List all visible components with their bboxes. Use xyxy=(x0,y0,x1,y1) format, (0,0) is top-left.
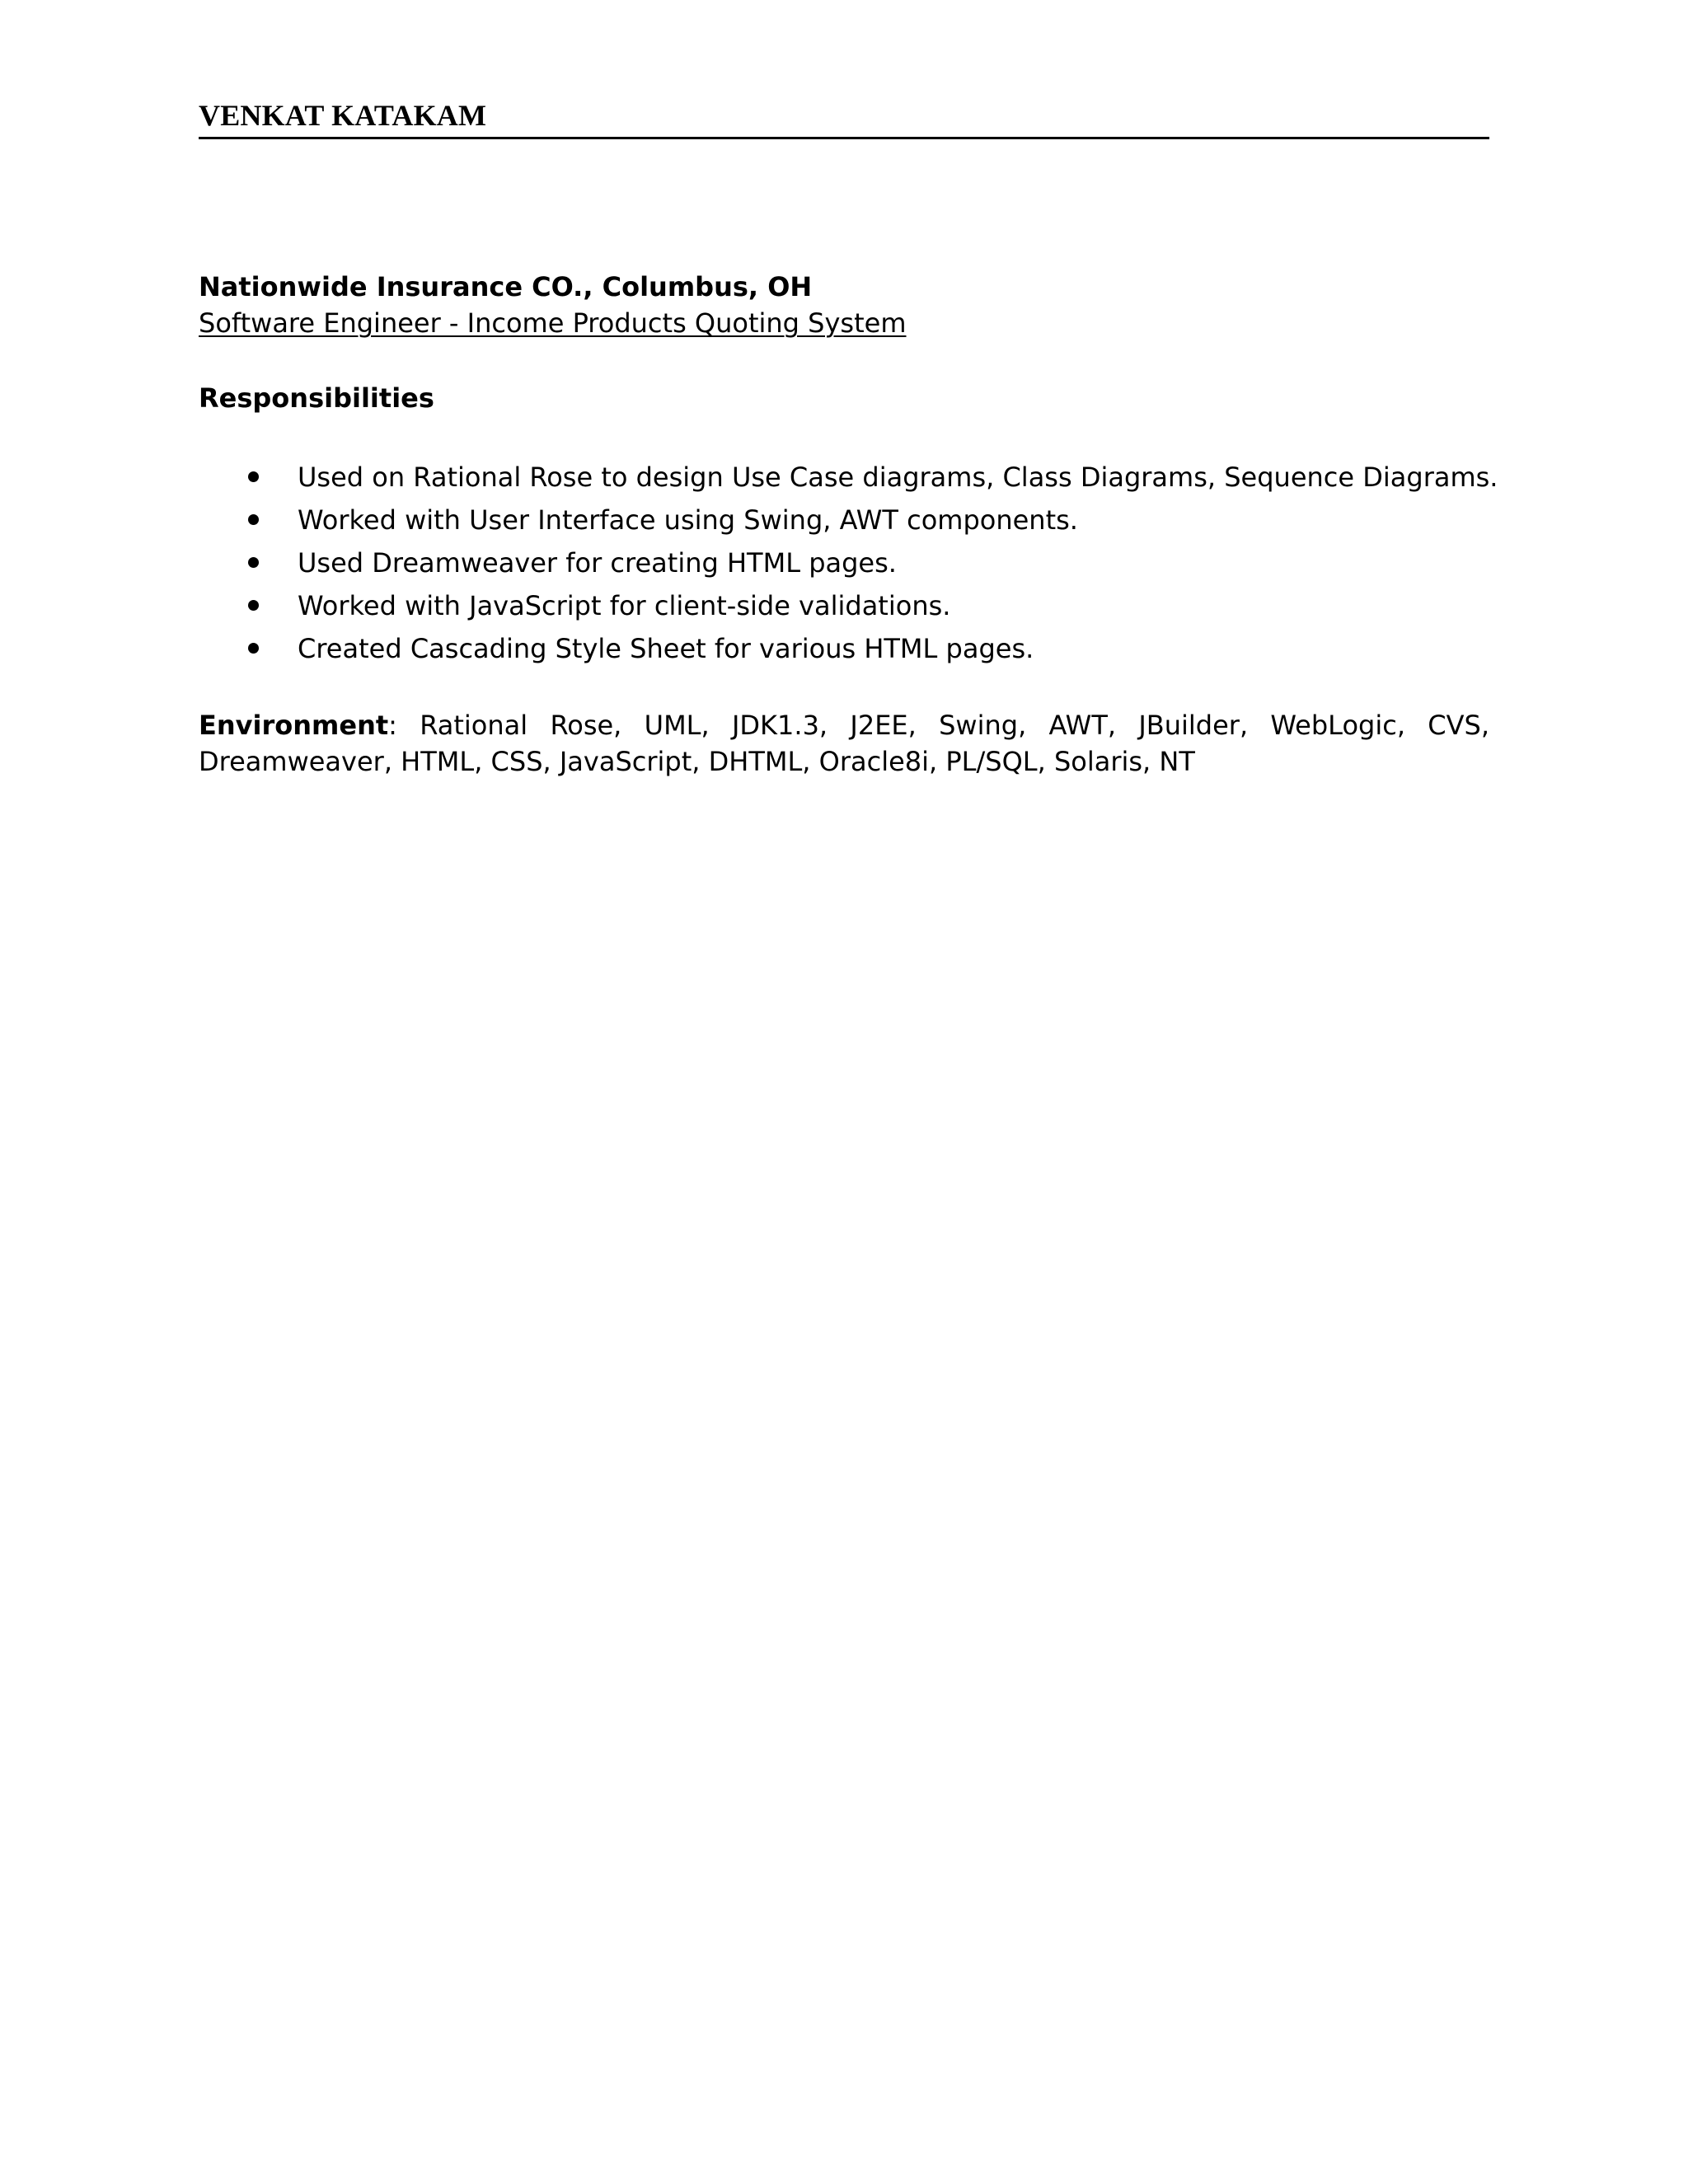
environment-label: Environment xyxy=(199,710,389,741)
page-header xyxy=(199,97,1489,139)
environment-section xyxy=(199,707,1489,780)
bullet-icon xyxy=(248,514,259,525)
company-name: Nationwide Insurance CO., Columbus, OH xyxy=(199,271,813,302)
bullet-icon xyxy=(248,600,259,611)
list-item xyxy=(199,502,1498,545)
list-item-text: Used Dreamweaver for creating HTML pages. xyxy=(298,547,897,579)
list-item xyxy=(199,588,1498,630)
bullet-icon xyxy=(248,557,259,568)
environment-text: Rational Rose, UML, JDK1.3, J2EE, Swing, AWT, JBuilder, WebLogic, CVS, Dreamweaver, HTML, CSS, JavaScript, DHTML, Oracle8i, PL/SQL, Solaris, NT xyxy=(199,710,1490,777)
responsibilities-heading: Responsibilities xyxy=(199,382,434,414)
bullet-icon xyxy=(248,643,259,654)
list-item xyxy=(199,459,1498,502)
bullet-icon xyxy=(248,471,259,482)
job-role: Software Engineer - Income Products Quoting System xyxy=(199,307,907,339)
responsibilities-list xyxy=(199,459,1498,673)
list-item-text: Used on Rational Rose to design Use Case diagrams, Class Diagrams, Sequence Diagrams. xyxy=(298,462,1498,493)
candidate-name: VENKAT KATAKAM xyxy=(199,99,487,132)
list-item xyxy=(199,545,1498,588)
list-item-text: Worked with JavaScript for client-side validations. xyxy=(298,590,951,621)
environment-separator: : xyxy=(388,710,420,741)
list-item-text: Created Cascading Style Sheet for various HTML pages. xyxy=(298,633,1034,664)
list-item xyxy=(199,630,1498,673)
list-item-text: Worked with User Interface using Swing, AWT components. xyxy=(298,504,1078,536)
